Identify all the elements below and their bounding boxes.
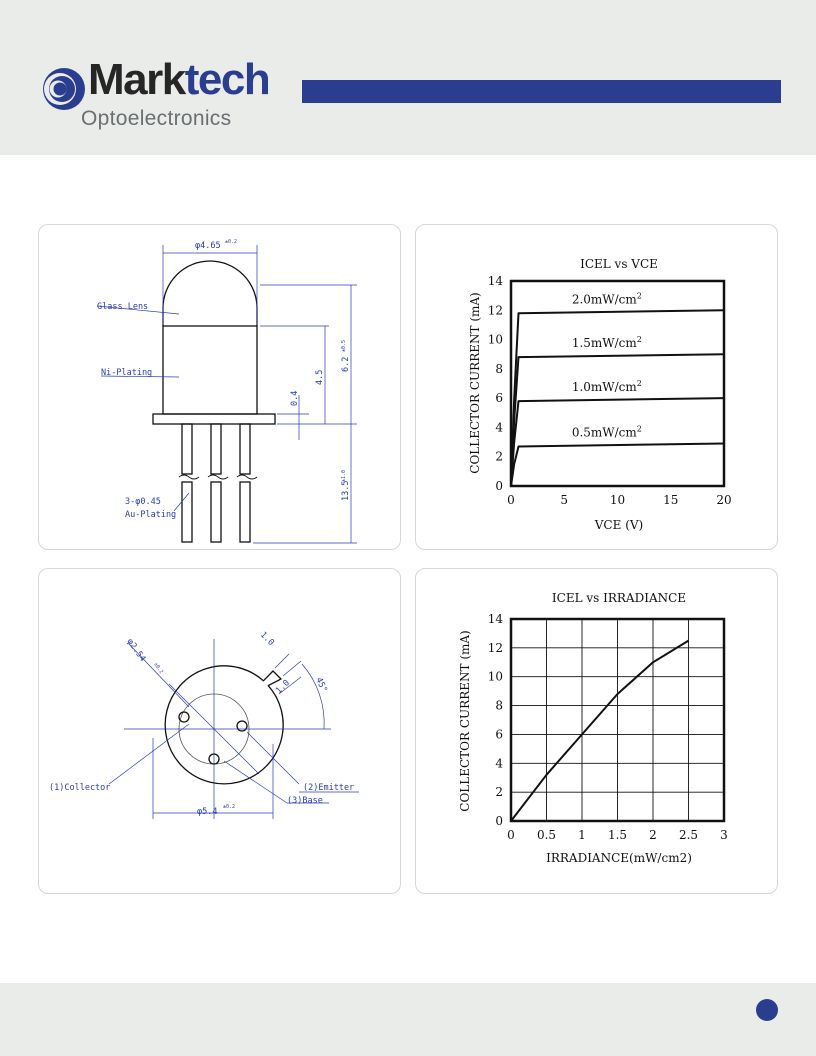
collector-pin-label: (1)Collector <box>49 783 111 793</box>
lead-diameter-label: 3-φ0.45 <box>125 497 161 507</box>
ni-plating-label: Ni-Plating <box>101 368 153 378</box>
chart1-series-label-superscript: 2 <box>636 335 642 345</box>
chart2-ytick-label: 2 <box>495 785 503 800</box>
icel-irradiance-panel <box>415 568 778 894</box>
diameter-label: φ4.65 <box>195 241 221 251</box>
header-band <box>0 0 816 155</box>
chart2-ylabel: COLLECTOR CURRENT (mA) <box>458 630 472 812</box>
header-accent-bar <box>302 80 781 103</box>
chart1-xtick-label: 5 <box>560 493 569 507</box>
chart2-xtick-label: 0.5 <box>536 828 557 842</box>
chart1-series-label-superscript: 2 <box>636 291 642 301</box>
logo-primary-text: Mark <box>88 55 185 104</box>
chart2-xtick-label: 2 <box>649 828 657 842</box>
chart2-xtick-label: 1 <box>578 828 586 842</box>
chart1-ylabel: COLLECTOR CURRENT (mA) <box>468 292 482 474</box>
chart2-xtick-label: 0 <box>507 828 515 842</box>
diameter-tolerance: ±0.2 <box>225 239 238 245</box>
chart1-series-label: $2.0mW/cm^2$ <box>571 291 642 307</box>
chart1-series-label: $1.0mW/cm^2$ <box>571 379 642 395</box>
marktech-logo <box>42 55 292 137</box>
footer-band <box>0 983 816 1056</box>
body-height-label: 4.5 <box>315 369 325 385</box>
chart1-ytick-label: 6 <box>495 391 503 406</box>
tab-angle-label: 45° <box>313 676 329 695</box>
chart1-xtick-label: 15 <box>663 493 679 507</box>
logo-accent-text: tech <box>184 55 270 104</box>
pin-circle-tolerance: ±0.2 <box>152 661 165 676</box>
side-view-drawing <box>39 225 402 551</box>
pin-circle-label: φ2.54 <box>124 636 148 664</box>
tab-width-label: 1.0 <box>257 630 276 648</box>
chart2-xlabel: IRRADIANCE(mW/cm2) <box>546 851 692 865</box>
logo-wordmark <box>88 55 270 104</box>
lead-length-label: 13.5 <box>341 480 351 501</box>
chart1-xtick-label: 20 <box>716 493 732 507</box>
icel-vce-panel <box>415 224 778 550</box>
chart1-xlabel: VCE (V) <box>594 518 644 532</box>
chart2-xtick-label: 1.5 <box>607 828 628 842</box>
chart1-series-label: $0.5mW/cm^2$ <box>571 424 642 440</box>
chart2-ytick-label: 0 <box>495 814 503 828</box>
lead-length-tolerance: ±1.0 <box>341 469 347 482</box>
chart2-ytick-label: 14 <box>487 612 503 626</box>
logo-swirl-icon <box>42 66 86 112</box>
chart2-xtick-label: 3 <box>720 828 728 842</box>
chart1-xtick-label: 10 <box>609 493 626 507</box>
chart1-title: ICEL vs VCE <box>580 257 658 271</box>
icel-irradiance-chart <box>416 569 779 895</box>
au-plating-label: Au-Plating <box>125 510 177 520</box>
chart2-ytick-label: 4 <box>495 756 503 771</box>
chart1-series-line <box>511 444 724 487</box>
chart1-ytick-label: 2 <box>495 449 503 464</box>
chart1-ytick-label: 10 <box>487 332 503 347</box>
tab-length-label: 1.0 <box>274 678 292 697</box>
chart1-series-label-superscript: 2 <box>636 424 642 434</box>
chart2-ytick-label: 12 <box>487 640 503 655</box>
chart2-title: ICEL vs IRRADIANCE <box>551 591 687 605</box>
chart1-series-label-superscript: 2 <box>636 379 642 389</box>
chart2-ytick-label: 10 <box>487 669 503 684</box>
chart1-ytick-label: 8 <box>495 361 503 376</box>
chart1-ytick-label: 12 <box>487 303 503 318</box>
outer-diameter-tolerance: ±0.2 <box>223 804 236 810</box>
chart1-ytick-label: 0 <box>495 479 503 493</box>
chart2-xtick-label: 2.5 <box>678 828 699 842</box>
flange-thickness-label: 0.4 <box>290 390 300 406</box>
bottom-view-panel <box>38 568 401 894</box>
chart1-ytick-label: 4 <box>495 420 503 435</box>
total-height-tolerance: ±0.5 <box>341 339 347 352</box>
chart1-ytick-label: 14 <box>487 274 503 288</box>
base-pin-label: (3)Base <box>287 796 323 806</box>
chart1-series-line <box>511 354 724 486</box>
chart2-ytick-label: 8 <box>495 698 503 713</box>
outer-diameter-label: φ5.4 <box>197 807 218 817</box>
chart1-series-line <box>511 398 724 486</box>
logo-subtitle: Optoelectronics <box>81 107 232 130</box>
side-view-panel <box>38 224 401 550</box>
chart1-xtick-label: 0 <box>507 493 515 507</box>
chart2-series-line <box>511 641 689 821</box>
total-height-label: 6.2 <box>341 356 351 372</box>
bottom-view-drawing <box>39 569 402 895</box>
chart1-series-label: $1.5mW/cm^2$ <box>571 335 642 351</box>
chart2-ytick-label: 6 <box>495 727 503 742</box>
icel-vce-chart <box>416 225 779 551</box>
page-indicator-dot <box>756 999 778 1021</box>
emitter-pin-label: (2)Emitter <box>303 783 355 793</box>
glass-lens-label: Glass Lens <box>97 302 149 312</box>
